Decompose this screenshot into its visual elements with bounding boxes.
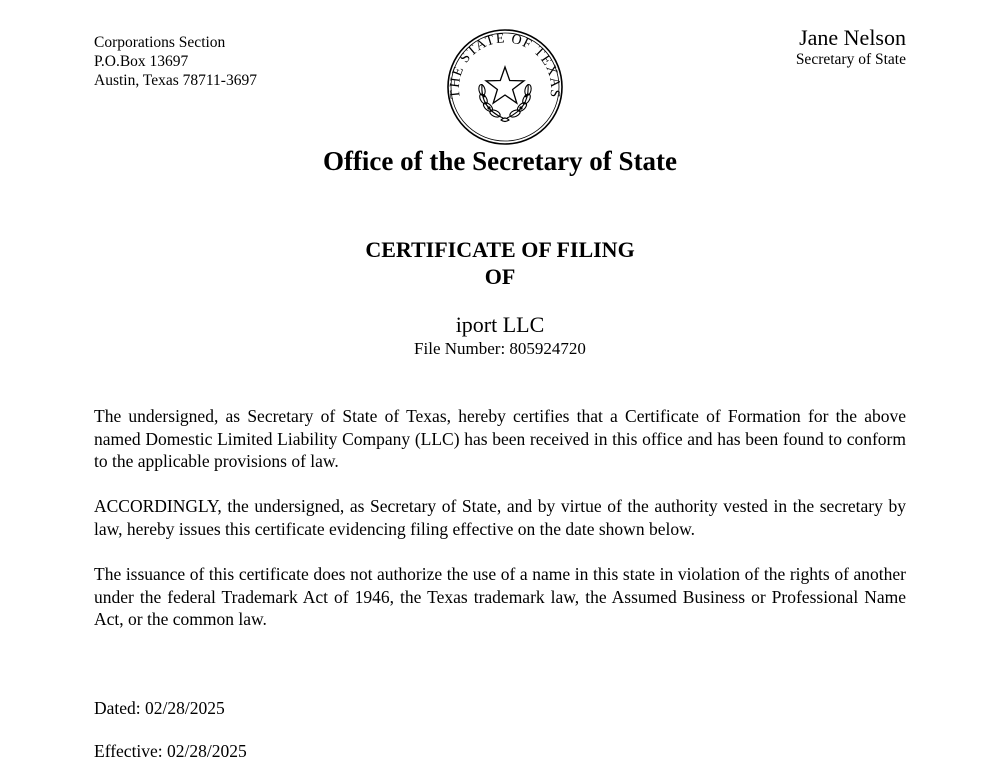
certificate-title-line1: CERTIFICATE OF FILING <box>365 237 635 262</box>
sender-address <box>94 33 257 90</box>
file-number: File Number: 805924720 <box>414 339 586 358</box>
entity-block <box>0 311 1000 359</box>
office-title: Office of the Secretary of State <box>322 146 678 176</box>
certificate-title <box>0 236 1000 290</box>
seal-text: THE STATE OF TEXAS <box>447 31 563 100</box>
texas-state-seal <box>446 28 564 146</box>
accordingly-paragraph: ACCORDINGLY, the undersigned, as Secretary of State, and by virtue of the authority vested in the secretary by law, hereby issues this certificate evidencing filing effective on the date shown below. <box>94 496 906 539</box>
effective-line: Effective: 02/28/2025 <box>94 741 247 761</box>
seal-graphic <box>446 28 564 146</box>
secretary-name: Jane Nelson <box>799 25 906 50</box>
address-line-city: Austin, Texas 78711-3697 <box>94 72 257 89</box>
entity-name: iport LLC <box>455 312 545 337</box>
certificate-title-line2: OF <box>484 264 516 289</box>
secretary-block <box>796 25 906 69</box>
wreath-icon <box>478 84 532 122</box>
certification-paragraph: The undersigned, as Secretary of State of Texas, hereby certifies that a Certificate of Formation for the above named Domestic Limited Liability Company (LLC) has been received in this office and has been found to conform to the applicable provisions of law. <box>94 406 906 471</box>
address-line-pobox: P.O.Box 13697 <box>94 53 189 70</box>
dated-line: Dated: 02/28/2025 <box>94 698 225 718</box>
star-icon <box>486 67 524 103</box>
disclaimer-paragraph: The issuance of this certificate does not authorize the use of a name in this state in violation of the rights of another under the federal Trademark Act of 1946, the Texas trademark law, the Assumed Business or Professional Name Act, or the common law. <box>94 564 906 629</box>
secretary-title: Secretary of State <box>795 51 906 68</box>
address-line-section: Corporations Section <box>94 34 226 51</box>
